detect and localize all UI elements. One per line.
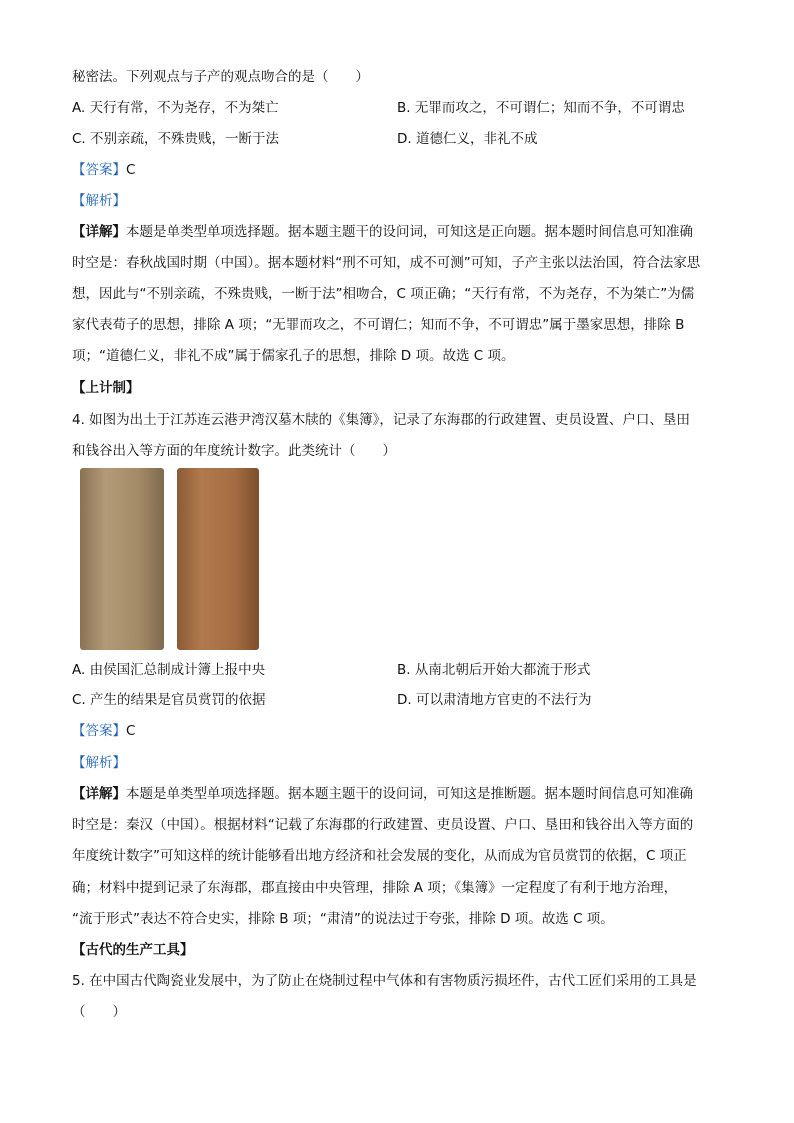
detail-tag: 【详解】	[72, 224, 126, 240]
q3-stem: 秘密法。下列观点与子产的观点吻合的是（ ）	[72, 69, 369, 85]
q4-option-d: D. 可以肃清地方官吏的不法行为	[397, 692, 592, 708]
section-heading: 【上计制】	[72, 380, 140, 396]
detail-tag: 【详解】	[72, 786, 126, 802]
q3-answer	[72, 160, 135, 180]
q3-analysis-tag: 【解析】	[72, 193, 126, 209]
q4-analysis-tag: 【解析】	[72, 755, 126, 771]
q4-answer	[72, 721, 135, 741]
q4-detail-line: 时空是：秦汉（中国）。根据材料“记载了东海郡的行政建置、吏员设置、户口、垦田和钱谷出入等方面的	[72, 817, 694, 833]
q4-option-b: B. 从南北朝后开始大都流于形式	[397, 662, 591, 678]
answer-value: C	[126, 162, 136, 178]
q3-detail-line: 时空是：春秋战国时期（中国）。据本题材料“刑不可知，成不可测”可知，子产主张以法治国，符合法家思	[72, 255, 701, 271]
wooden-slip-image-left	[80, 468, 164, 650]
q3-option-d: D. 道德仁义，非礼不成	[397, 131, 538, 147]
q4-stem-line: 和钱谷出入等方面的年度统计数字。此类统计（ ）	[72, 443, 396, 459]
q3-detail-line: 家代表荀子的思想，排除 A 项；“无罪而攻之，不可谓仁；知而不争，不可谓忠”属于墨家思想，排除 B	[72, 317, 685, 333]
detail-text: 本题是单类型单项选择题。据本题主题干的设问词，可知这是推断题。据本题时间信息可知准确	[126, 786, 693, 802]
answer-tag: 【答案】	[72, 162, 126, 178]
q3-option-b: B. 无罪而攻之，不可谓仁；知而不争，不可谓忠	[397, 100, 685, 116]
q4-detail-line: 年度统计数字”可知这样的统计能够看出地方经济和社会发展的变化，从而成为官员赏罚的依据，C 项正	[72, 848, 687, 864]
q3-detail-line	[72, 222, 693, 242]
q4-option-c: C. 产生的结果是官员赏罚的依据	[72, 692, 266, 708]
q3-detail-line: 项；“道德仁义，非礼不成”属于儒家孔子的思想，排除 D 项。故选 C 项。	[72, 348, 515, 364]
q3-detail-line: 想，因此与“不别亲疏，不殊贵贱，一断于法”相吻合，C 项正确；“天行有常，不为尧存，不为桀亡”为儒	[72, 286, 695, 302]
q3-option-c: C. 不别亲疏，不殊贵贱，一断于法	[72, 131, 280, 147]
q3-option-a: A. 天行有常，不为尧存，不为桀亡	[72, 100, 279, 116]
q4-option-a: A. 由侯国汇总制成计簿上报中央	[72, 662, 266, 678]
q5-stem-line: 5. 在中国古代陶瓷业发展中，为了防止在烧制过程中气体和有害物质污损坯件，古代工匠们采用的工具是	[72, 973, 697, 989]
q5-stem-line: （ ）	[72, 1004, 126, 1020]
q4-stem-line: 4. 如图为出土于江苏连云港尹湾汉墓木牍的《集簿》，记录了东海郡的行政建置、吏员设置、户口、垦田	[72, 412, 690, 428]
q4-detail-line: 确；材料中提到记录了东海郡，郡直接由中央管理，排除 A 项；《集簿》一定程度了有利于地方治理，	[72, 880, 678, 896]
detail-text: 本题是单类型单项选择题。据本题主题干的设问词，可知这是正向题。据本题时间信息可知准确	[126, 224, 693, 240]
q4-detail-line	[72, 784, 693, 804]
answer-value: C	[126, 723, 136, 739]
section-heading: 【古代的生产工具】	[72, 942, 194, 958]
answer-tag: 【答案】	[72, 723, 126, 739]
wooden-slip-image-right	[177, 468, 259, 650]
q4-detail-line: “流于形式”表达不符合史实，排除 B 项；“肃清”的说法过于夸张，排除 D 项。故选 C 项。	[72, 911, 614, 927]
